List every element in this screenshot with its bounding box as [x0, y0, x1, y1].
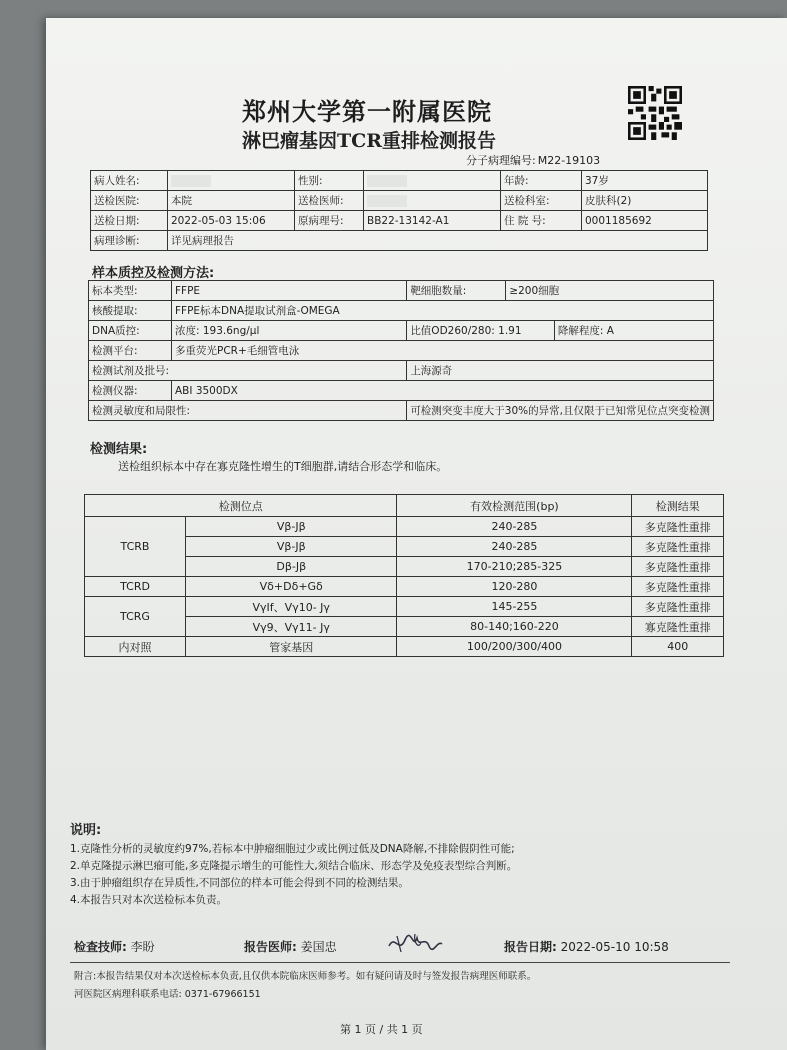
reagent-value: 上海源奇: [407, 361, 714, 381]
result-cell: 400: [632, 637, 724, 657]
pathology-number-value: M22-19103: [537, 154, 601, 167]
header-locus: 检测位点: [85, 495, 397, 517]
pathology-number: [466, 152, 600, 168]
degradation-value: 降解程度: A: [554, 321, 713, 341]
table-row: [85, 597, 724, 617]
locus-cell: Vβ-Jβ: [186, 517, 397, 537]
orig-no-label: 原病理号:: [295, 211, 364, 231]
footer-disclaimer: 附言:本报告结果仅对本次送检标本负责,且仅供本院临床医师参考。如有疑问请及时与签发报告病理医师联系。: [74, 971, 537, 982]
pathology-number-label: 分子病理编号:: [466, 154, 536, 167]
hospital-name: 郑州大学第一附属医院: [242, 97, 492, 126]
locus-cell: Dβ-Jβ: [186, 557, 397, 577]
platform-label: 检测平台:: [89, 341, 172, 361]
report-doctor: [244, 938, 337, 955]
sensitivity-label: 检测灵敏度和局限性:: [89, 401, 407, 421]
sensitivity-value: 可检测突变丰度大于30%的异常,且仅限于已知常见位点突变检测: [407, 401, 714, 421]
note-item: 2.单克隆提示淋巴瘤可能,多克隆提示增生的可能性大,须结合临床、形态学及免疫表型综合判断。: [70, 860, 518, 872]
table-row: [85, 637, 724, 657]
gender-label: 性别:: [295, 171, 364, 191]
hospital-value: 本院: [168, 191, 295, 211]
table-row: [85, 577, 724, 597]
sample-type-label: 标本类型:: [89, 281, 172, 301]
diagnosis-label: 病理诊断:: [91, 231, 168, 251]
concentration-value: 浓度: 193.6ng/μl: [172, 321, 407, 341]
dept-value: 皮肤科(2): [582, 191, 708, 211]
result-cell: 多克隆性重排: [632, 537, 724, 557]
results-conclusion: 送检组织标本中存在寡克隆性增生的T细胞群,请结合形态学和临床。: [118, 460, 448, 473]
report-date-label: 报告日期:: [504, 940, 557, 954]
page-number: 第 1 页 / 共 1 页: [340, 1023, 423, 1036]
result-cell: 多克隆性重排: [632, 557, 724, 577]
doctor-name: 姜国忠: [300, 940, 337, 954]
method-section-title: 样本质控及检测方法:: [92, 266, 215, 281]
group-tcrb: TCRB: [85, 517, 186, 577]
date-label: 送检日期:: [91, 211, 168, 231]
results-section-title: 检测结果:: [90, 442, 148, 457]
patient-info-table: [90, 170, 708, 251]
locus-cell: VγIf、Vγ10- Jγ: [186, 597, 397, 617]
results-table: [84, 494, 724, 657]
redacted-gender: [367, 175, 407, 187]
name-value: [168, 171, 295, 191]
range-cell: 240-285: [397, 517, 632, 537]
range-cell: 170-210;285-325: [397, 557, 632, 577]
inpatient-value: 0001185692: [582, 211, 708, 231]
age-label: 年龄:: [501, 171, 582, 191]
range-cell: 120-280: [397, 577, 632, 597]
orig-no-value: BB22-13142-A1: [364, 211, 501, 231]
locus-cell: Vβ-Jβ: [186, 537, 397, 557]
age-value: 37岁: [582, 171, 708, 191]
report-date-value: 2022-05-10 10:58: [560, 940, 669, 954]
handwritten-signature: [385, 928, 445, 958]
doctor-label: 报告医师:: [244, 940, 297, 954]
target-cells-value: ≥200细胞: [506, 281, 714, 301]
result-cell: 多克隆性重排: [632, 517, 724, 537]
range-cell: 145-255: [397, 597, 632, 617]
range-cell: 100/200/300/400: [397, 637, 632, 657]
date-value: 2022-05-03 15:06: [168, 211, 295, 231]
gender-value: [364, 171, 501, 191]
dna-qc-label: DNA质控:: [89, 321, 172, 341]
instrument-value: ABI 3500DX: [172, 381, 714, 401]
footer-divider: [70, 962, 730, 963]
platform-value: 多重荧光PCR+毛细管电泳: [172, 341, 714, 361]
technician-label: 检查技师:: [74, 940, 127, 954]
instrument-label: 检测仪器:: [89, 381, 172, 401]
hospital-label: 送检医院:: [91, 191, 168, 211]
ratio-value: 比值OD260/280: 1.91: [407, 321, 555, 341]
header-result: 检测结果: [632, 495, 724, 517]
diagnosis-value: 详见病理报告: [168, 231, 708, 251]
locus-cell: 管家基因: [186, 637, 397, 657]
dept-label: 送检科室:: [501, 191, 582, 211]
extraction-value: FFPE标本DNA提取试剂盒-OMEGA: [172, 301, 714, 321]
notes-title: 说明:: [70, 823, 102, 838]
header-range: 有效检测范围(bp): [397, 495, 632, 517]
group-tcrd: TCRD: [85, 577, 186, 597]
reagent-label: 检测试剂及批号:: [89, 361, 407, 381]
result-cell: 寡克隆性重排: [632, 617, 724, 637]
notes-block: [70, 822, 517, 909]
inpatient-label: 住 院 号:: [501, 211, 582, 231]
sample-type-value: FFPE: [172, 281, 407, 301]
name-label: 病人姓名:: [91, 171, 168, 191]
group-tcrg: TCRG: [85, 597, 186, 637]
locus-cell: Vδ+Dδ+Gδ: [186, 577, 397, 597]
report-date: [504, 938, 669, 955]
result-cell: 多克隆性重排: [632, 597, 724, 617]
result-cell: 多克隆性重排: [632, 577, 724, 597]
table-row: [85, 517, 724, 537]
locus-cell: Vγ9、Vγ11- Jγ: [186, 617, 397, 637]
method-table: [88, 280, 714, 421]
range-cell: 240-285: [397, 537, 632, 557]
range-cell: 80-140;160-220: [397, 617, 632, 637]
technician: [74, 938, 155, 955]
report-title: 淋巴瘤基因TCR重排检测报告: [242, 130, 497, 152]
target-cells-label: 靶细胞数量:: [407, 281, 506, 301]
group-internal-control: 内对照: [85, 637, 186, 657]
technician-name: 李盼: [130, 940, 155, 954]
note-item: 1.克隆性分析的灵敏度约97%,若标本中肿瘤细胞过少或比例过低及DNA降解,不排除假阴性可能;: [70, 843, 515, 855]
redacted-name: [171, 175, 211, 187]
note-item: 4.本报告只对本次送检标本负责。: [70, 894, 228, 906]
extraction-label: 核酸提取:: [89, 301, 172, 321]
footer-contact: 河医院区病理科联系电话: 0371-67966151: [74, 989, 261, 1000]
redacted-doctor: [367, 195, 407, 207]
qr-code-icon: [628, 86, 682, 140]
results-header-row: [85, 495, 724, 517]
doctor-value: [364, 191, 501, 211]
doctor-label: 送检医师:: [295, 191, 364, 211]
note-item: 3.由于肿瘤组织存在异质性,不同部位的样本可能会得到不同的检测结果。: [70, 877, 409, 889]
